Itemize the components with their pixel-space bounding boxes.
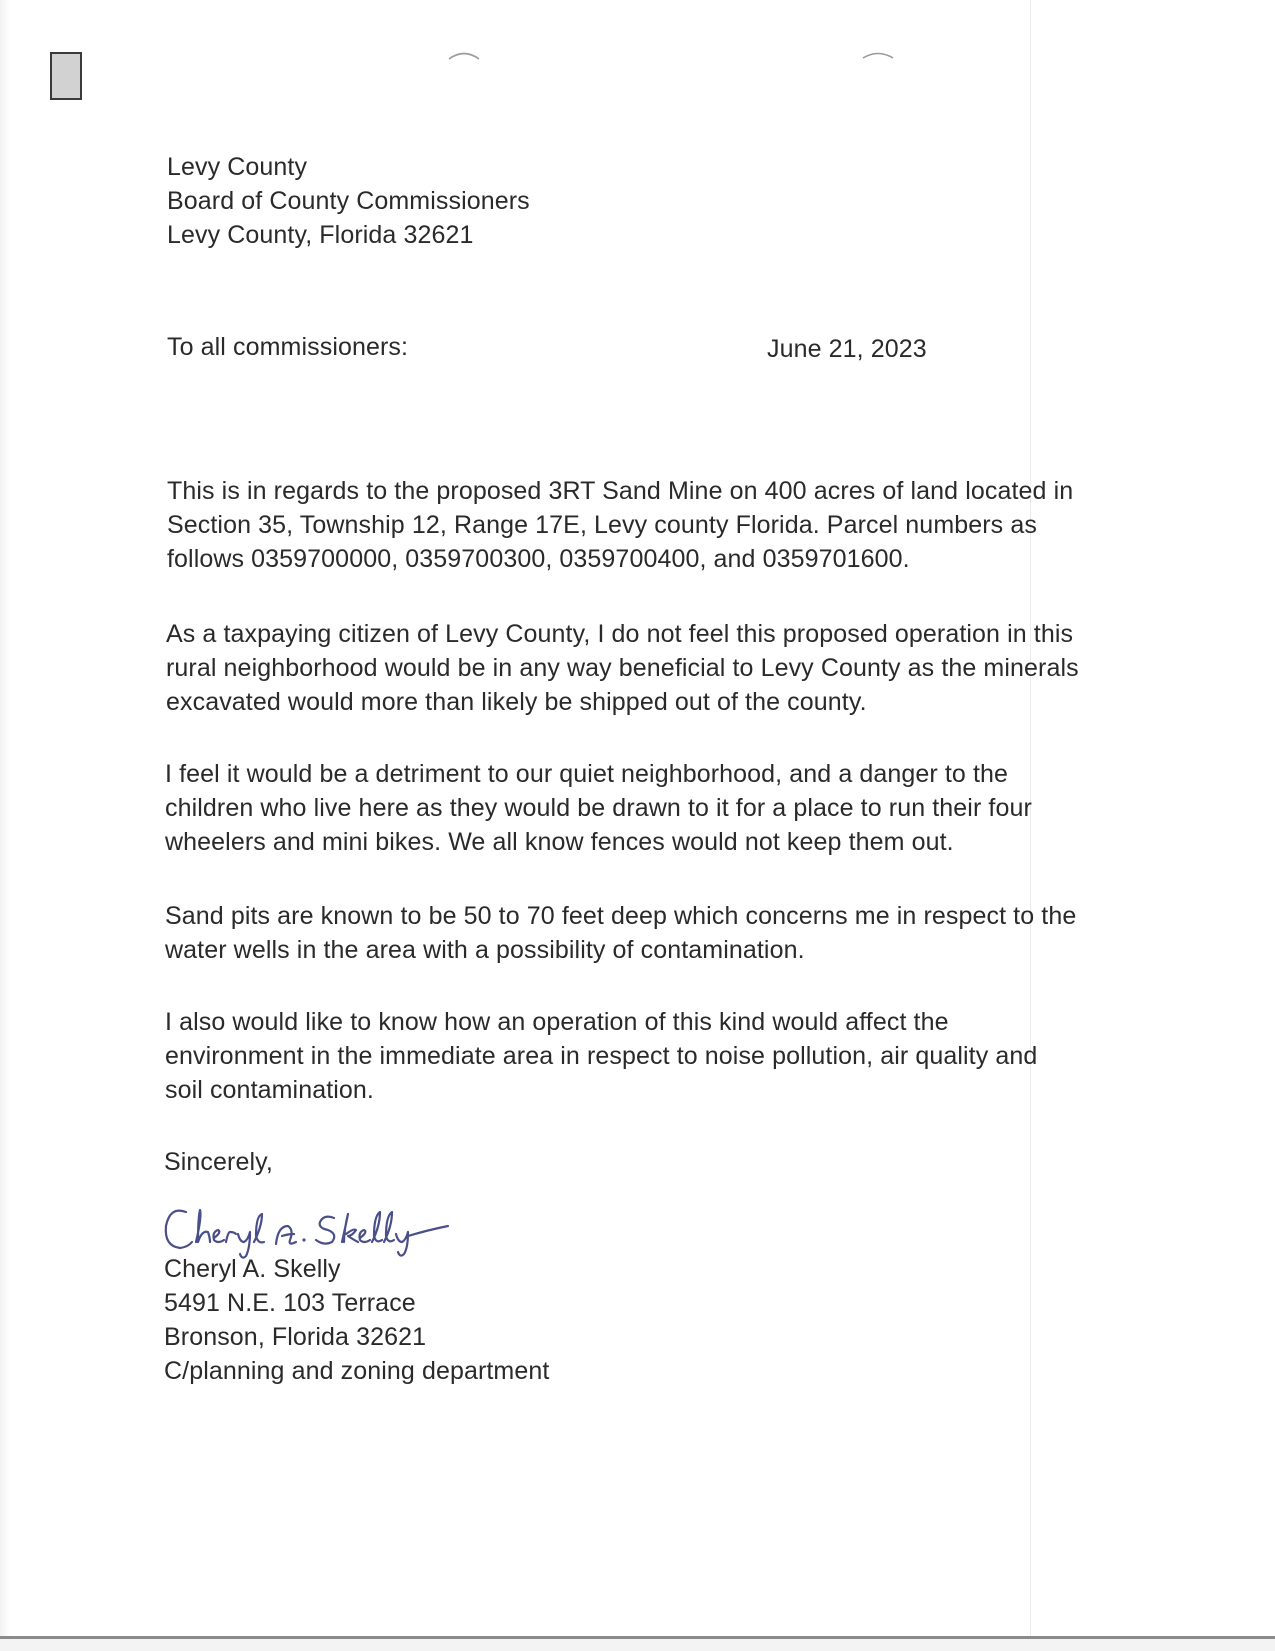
- paragraph-line: excavated would more than likely be shipped out of the county.: [166, 688, 867, 716]
- paragraph-line: Sand pits are known to be 50 to 70 feet deep which concerns me in respect to the: [165, 902, 1077, 930]
- paragraph-line: This is in regards to the proposed 3RT Sand Mine on 400 acres of land located in: [167, 477, 1074, 505]
- paragraph-line: water wells in the area with a possibility of contamination.: [165, 936, 805, 964]
- recipient-address: [167, 150, 530, 252]
- paragraph-3: [165, 757, 1032, 859]
- recipient-line-3: Levy County, Florida 32621: [167, 221, 474, 249]
- sender-street: 5491 N.E. 103 Terrace: [164, 1289, 416, 1317]
- paragraph-line: environment in the immediate area in respect to noise pollution, air quality and: [165, 1042, 1038, 1070]
- closing: Sincerely,: [164, 1148, 273, 1176]
- recipient-line-2: Board of County Commissioners: [167, 187, 530, 215]
- paragraph-line: I feel it would be a detriment to our quiet neighborhood, and a danger to the: [165, 760, 1009, 788]
- paragraph-1: [167, 474, 1073, 576]
- paragraph-2: [166, 617, 1079, 719]
- punch-mark-left: [447, 50, 481, 62]
- scan-marker-box: [50, 52, 82, 100]
- recipient-line-1: Levy County: [167, 153, 308, 181]
- punch-mark-right: [861, 50, 895, 62]
- paragraph-line: follows 0359700000, 0359700300, 0359700400, and 0359701600.: [167, 545, 910, 573]
- paragraph-line: Section 35, Township 12, Range 17E, Levy county Florida. Parcel numbers as: [167, 511, 1037, 539]
- sender-block: [164, 1252, 549, 1388]
- paragraph-line: I also would like to know how an operation of this kind would affect the: [165, 1008, 949, 1036]
- sender-name: Cheryl A. Skelly: [164, 1255, 341, 1283]
- page-bottom-margin: [0, 1639, 1275, 1651]
- paragraph-5: [165, 1005, 1037, 1107]
- paragraph-line: rural neighborhood would be in any way beneficial to Levy County as the minerals: [166, 654, 1079, 682]
- paragraph-line: soil contamination.: [165, 1076, 374, 1104]
- paragraph-line: wheelers and mini bikes. We all know fences would not keep them out.: [165, 828, 954, 856]
- paragraph-line: As a taxpaying citizen of Levy County, I do not feel this proposed operation in this: [166, 620, 1074, 648]
- letter-date: June 21, 2023: [767, 335, 927, 363]
- salutation: To all commissioners:: [167, 333, 409, 361]
- paragraph-4: [165, 899, 1076, 967]
- sender-cc: C/planning and zoning department: [164, 1357, 550, 1385]
- scan-left-shadow: [0, 0, 10, 1651]
- sender-city: Bronson, Florida 32621: [164, 1323, 427, 1351]
- paragraph-line: children who live here as they would be drawn to it for a place to run their four: [165, 794, 1032, 822]
